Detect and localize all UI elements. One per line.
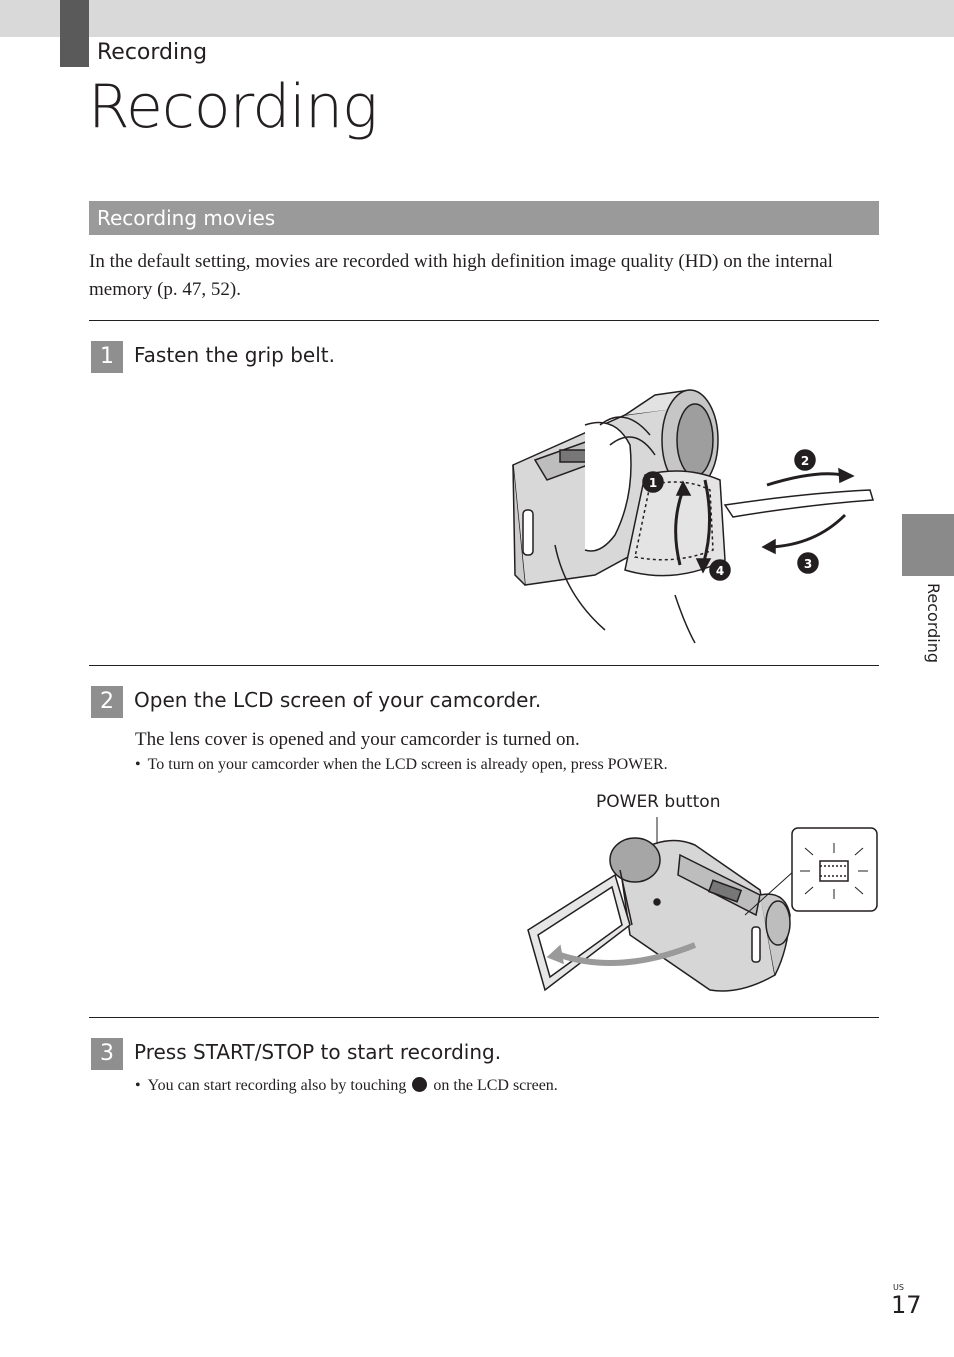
step-number: 3 — [91, 1038, 123, 1070]
step-number: 1 — [91, 341, 123, 373]
callout-3: 3 — [803, 557, 813, 571]
divider — [89, 320, 879, 321]
side-tab-label: Recording — [924, 583, 943, 664]
callout-2: 2 — [800, 454, 810, 468]
step-title: Fasten the grip belt. — [134, 343, 335, 367]
step-title: Press START/STOP to start recording. — [134, 1040, 502, 1064]
page-region-code: US — [893, 1283, 904, 1292]
side-tab — [902, 514, 954, 576]
page-title: Recording — [88, 72, 378, 142]
page-number: 17 — [891, 1291, 922, 1319]
bullet-icon: • — [135, 1077, 141, 1094]
bullet-text-start: You can start recording also by touching — [147, 1077, 407, 1094]
power-button-label: POWER button — [596, 792, 721, 812]
bullet-text: To turn on your camcorder when the LCD screen is already open, press POWER. — [147, 756, 668, 773]
divider — [89, 665, 879, 666]
step-body: The lens cover is opened and your camcorder is turned on. — [135, 729, 580, 750]
callout-4: 4 — [715, 564, 725, 578]
lcd-open-illustration — [520, 815, 880, 1000]
bullet-note — [135, 1077, 558, 1095]
top-bar — [0, 0, 954, 37]
bullet-note — [135, 756, 668, 774]
step-title: Open the LCD screen of your camcorder. — [134, 688, 542, 712]
step-number: 2 — [91, 686, 123, 718]
callout-1: 1 — [648, 476, 658, 490]
section-label: Recording — [97, 40, 208, 65]
divider — [89, 1017, 879, 1018]
bullet-text-end: on the LCD screen. — [433, 1077, 558, 1094]
record-indicator-icon — [412, 1077, 427, 1092]
grip-belt-illustration — [505, 385, 880, 645]
top-bar-tab — [60, 0, 89, 67]
sub-heading: Recording movies — [89, 201, 879, 235]
intro-paragraph: In the default setting, movies are recorded with high definition image quality (HD) on the internal memory (p. 47, 52). — [89, 251, 833, 300]
bullet-icon: • — [135, 756, 141, 773]
